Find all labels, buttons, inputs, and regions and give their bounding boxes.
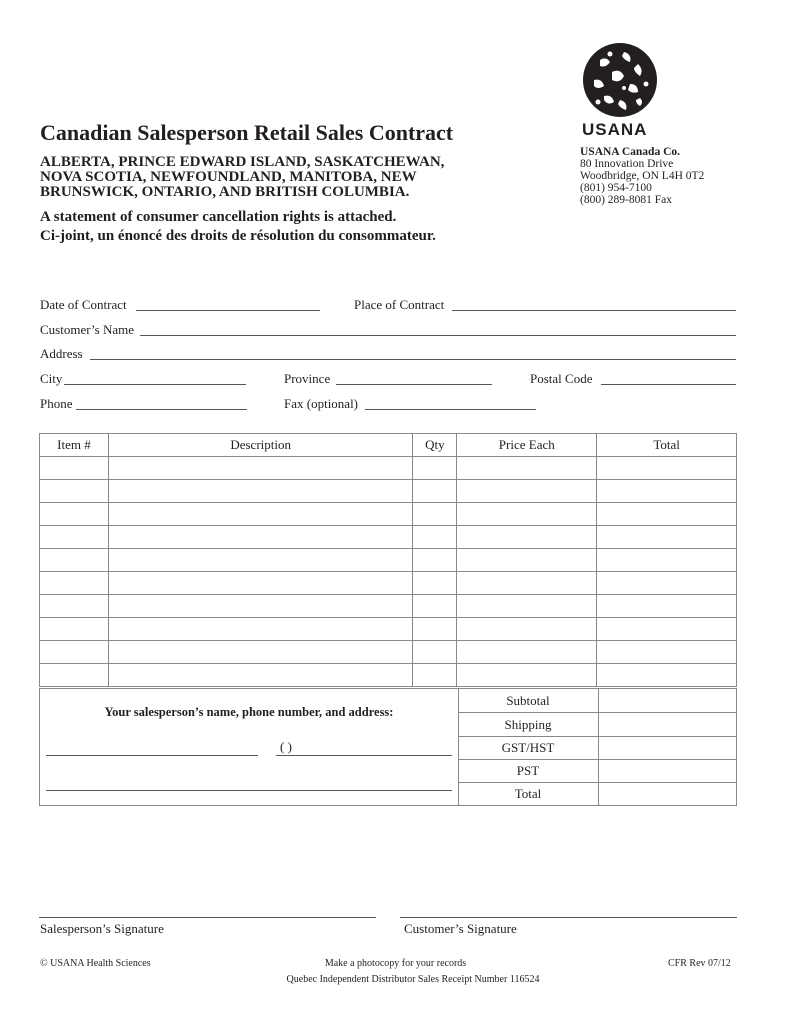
pst-label: PST <box>458 759 599 783</box>
phone-field[interactable] <box>76 409 247 410</box>
statement-french: Ci-joint, un énoncé des droits de résolution du consommateur. <box>40 228 436 244</box>
table-row <box>40 480 737 503</box>
table-row <box>40 457 737 480</box>
total-cell[interactable] <box>597 641 737 664</box>
salesperson-name-field[interactable] <box>46 755 258 756</box>
photocopy-note: Make a photocopy for your records <box>324 958 467 969</box>
description-cell[interactable] <box>108 572 413 595</box>
table-row <box>40 526 737 549</box>
city-field[interactable] <box>64 384 246 385</box>
item-cell[interactable] <box>40 664 109 687</box>
postal-code-field[interactable] <box>601 384 736 385</box>
company-address-line-1: 80 Innovation Drive <box>580 158 674 170</box>
description-cell[interactable] <box>108 526 413 549</box>
gst-hst-field[interactable] <box>599 736 737 760</box>
salesperson-signature-field[interactable] <box>39 917 376 918</box>
total-cell[interactable] <box>597 572 737 595</box>
qty-cell[interactable] <box>413 664 457 687</box>
description-cell[interactable] <box>108 595 413 618</box>
price-cell[interactable] <box>457 641 597 664</box>
price-cell[interactable] <box>457 549 597 572</box>
salesperson-info-label: Your salesperson’s name, phone number, and address: <box>104 705 394 719</box>
page-title: Canadian Salesperson Retail Sales Contract <box>40 120 454 145</box>
receipt-number-text: Quebec Independent Distributor Sales Receipt Number 116524 <box>286 974 540 985</box>
description-cell[interactable] <box>108 457 413 480</box>
provinces-line-2: NOVA SCOTIA, NEWFOUNDLAND, MANITOBA, NEW <box>40 169 417 185</box>
totals-section <box>39 688 737 806</box>
qty-cell[interactable] <box>413 503 457 526</box>
item-cell[interactable] <box>40 526 109 549</box>
description-cell[interactable] <box>108 549 413 572</box>
provinces-line-1: ALBERTA, PRINCE EDWARD ISLAND, SASKATCHEWAN, <box>40 154 445 170</box>
item-cell[interactable] <box>40 549 109 572</box>
total-cell[interactable] <box>597 595 737 618</box>
qty-cell[interactable] <box>413 480 457 503</box>
date-of-contract-field[interactable] <box>136 310 320 311</box>
item-cell[interactable] <box>40 480 109 503</box>
customer-signature-field[interactable] <box>400 917 737 918</box>
province-label: Province <box>284 371 331 386</box>
postal-code-label: Postal Code <box>530 371 593 386</box>
place-of-contract-field[interactable] <box>452 310 736 311</box>
usana-globe-logo-icon <box>580 40 660 120</box>
copyright-text: © USANA Health Sciences <box>40 958 151 969</box>
cancellation-statement <box>40 208 436 246</box>
description-cell[interactable] <box>108 503 413 526</box>
salesperson-info-box <box>40 689 459 805</box>
company-address-block <box>580 146 704 206</box>
items-table <box>39 433 737 687</box>
price-cell[interactable] <box>457 503 597 526</box>
total-cell[interactable] <box>597 480 737 503</box>
fax-label: Fax (optional) <box>284 396 359 411</box>
table-row <box>40 549 737 572</box>
item-cell[interactable] <box>40 618 109 641</box>
total-cell[interactable] <box>597 549 737 572</box>
price-cell[interactable] <box>457 618 597 641</box>
item-number-header: Item # <box>40 434 109 457</box>
subtotal-label: Subtotal <box>458 689 599 713</box>
total-cell[interactable] <box>597 526 737 549</box>
table-row <box>40 664 737 687</box>
qty-cell[interactable] <box>413 457 457 480</box>
price-cell[interactable] <box>457 526 597 549</box>
item-cell[interactable] <box>40 572 109 595</box>
salesperson-phone-area: ( ) <box>280 739 292 754</box>
qty-cell[interactable] <box>413 595 457 618</box>
salesperson-signature-label: Salesperson’s Signature <box>40 921 164 936</box>
grand-total-label: Total <box>458 782 599 805</box>
item-cell[interactable] <box>40 457 109 480</box>
price-cell[interactable] <box>457 480 597 503</box>
item-cell[interactable] <box>40 641 109 664</box>
company-phone: (801) 954-7100 <box>580 182 652 194</box>
grand-total-field[interactable] <box>599 782 737 805</box>
total-header: Total <box>597 434 737 457</box>
description-cell[interactable] <box>108 480 413 503</box>
pst-field[interactable] <box>599 759 737 783</box>
address-field[interactable] <box>90 359 736 360</box>
province-field[interactable] <box>336 384 492 385</box>
revision-code: CFR Rev 07/12 <box>668 958 731 969</box>
description-cell[interactable] <box>108 618 413 641</box>
qty-cell[interactable] <box>413 641 457 664</box>
item-cell[interactable] <box>40 595 109 618</box>
price-cell[interactable] <box>457 457 597 480</box>
fax-field[interactable] <box>365 409 536 410</box>
customer-name-label: Customer’s Name <box>40 322 134 337</box>
table-row <box>40 641 737 664</box>
shipping-label: Shipping <box>458 713 599 737</box>
company-fax: (800) 289-8081 Fax <box>580 194 672 206</box>
company-address-line-2: Woodbridge, ON L4H 0T2 <box>580 170 705 182</box>
statement-english: A statement of consumer cancellation rights is attached. <box>40 209 397 225</box>
total-cell[interactable] <box>597 618 737 641</box>
item-cell[interactable] <box>40 503 109 526</box>
shipping-field[interactable] <box>599 713 737 737</box>
qty-cell[interactable] <box>413 549 457 572</box>
place-of-contract-label: Place of Contract <box>354 297 445 312</box>
qty-cell[interactable] <box>413 618 457 641</box>
price-cell[interactable] <box>457 572 597 595</box>
phone-label: Phone <box>40 396 73 411</box>
customer-name-field[interactable] <box>140 335 736 336</box>
qty-cell[interactable] <box>413 526 457 549</box>
qty-cell[interactable] <box>413 572 457 595</box>
usana-wordmark: USANA <box>582 120 648 139</box>
customer-signature-label: Customer’s Signature <box>404 921 517 936</box>
city-label: City <box>40 371 63 386</box>
description-cell[interactable] <box>108 641 413 664</box>
table-header-row <box>40 434 737 457</box>
provinces-line-3: BRUNSWICK, ONTARIO, AND BRITISH COLUMBIA. <box>40 184 410 200</box>
company-name: USANA Canada Co. <box>580 146 681 158</box>
description-cell[interactable] <box>108 664 413 687</box>
price-cell[interactable] <box>457 664 597 687</box>
address-label: Address <box>40 346 83 361</box>
total-cell[interactable] <box>597 664 737 687</box>
salesperson-phone-field[interactable] <box>276 755 452 756</box>
subtotal-field[interactable] <box>599 689 737 713</box>
description-header: Description <box>108 434 413 457</box>
provinces-list <box>40 155 510 200</box>
salesperson-address-field[interactable] <box>46 790 452 791</box>
price-cell[interactable] <box>457 595 597 618</box>
table-row <box>40 572 737 595</box>
date-of-contract-label: Date of Contract <box>40 297 127 312</box>
table-row <box>40 595 737 618</box>
table-row <box>40 618 737 641</box>
total-cell[interactable] <box>597 503 737 526</box>
gst-hst-label: GST/HST <box>458 736 599 760</box>
qty-header: Qty <box>413 434 457 457</box>
table-row <box>40 503 737 526</box>
price-each-header: Price Each <box>457 434 597 457</box>
total-cell[interactable] <box>597 457 737 480</box>
